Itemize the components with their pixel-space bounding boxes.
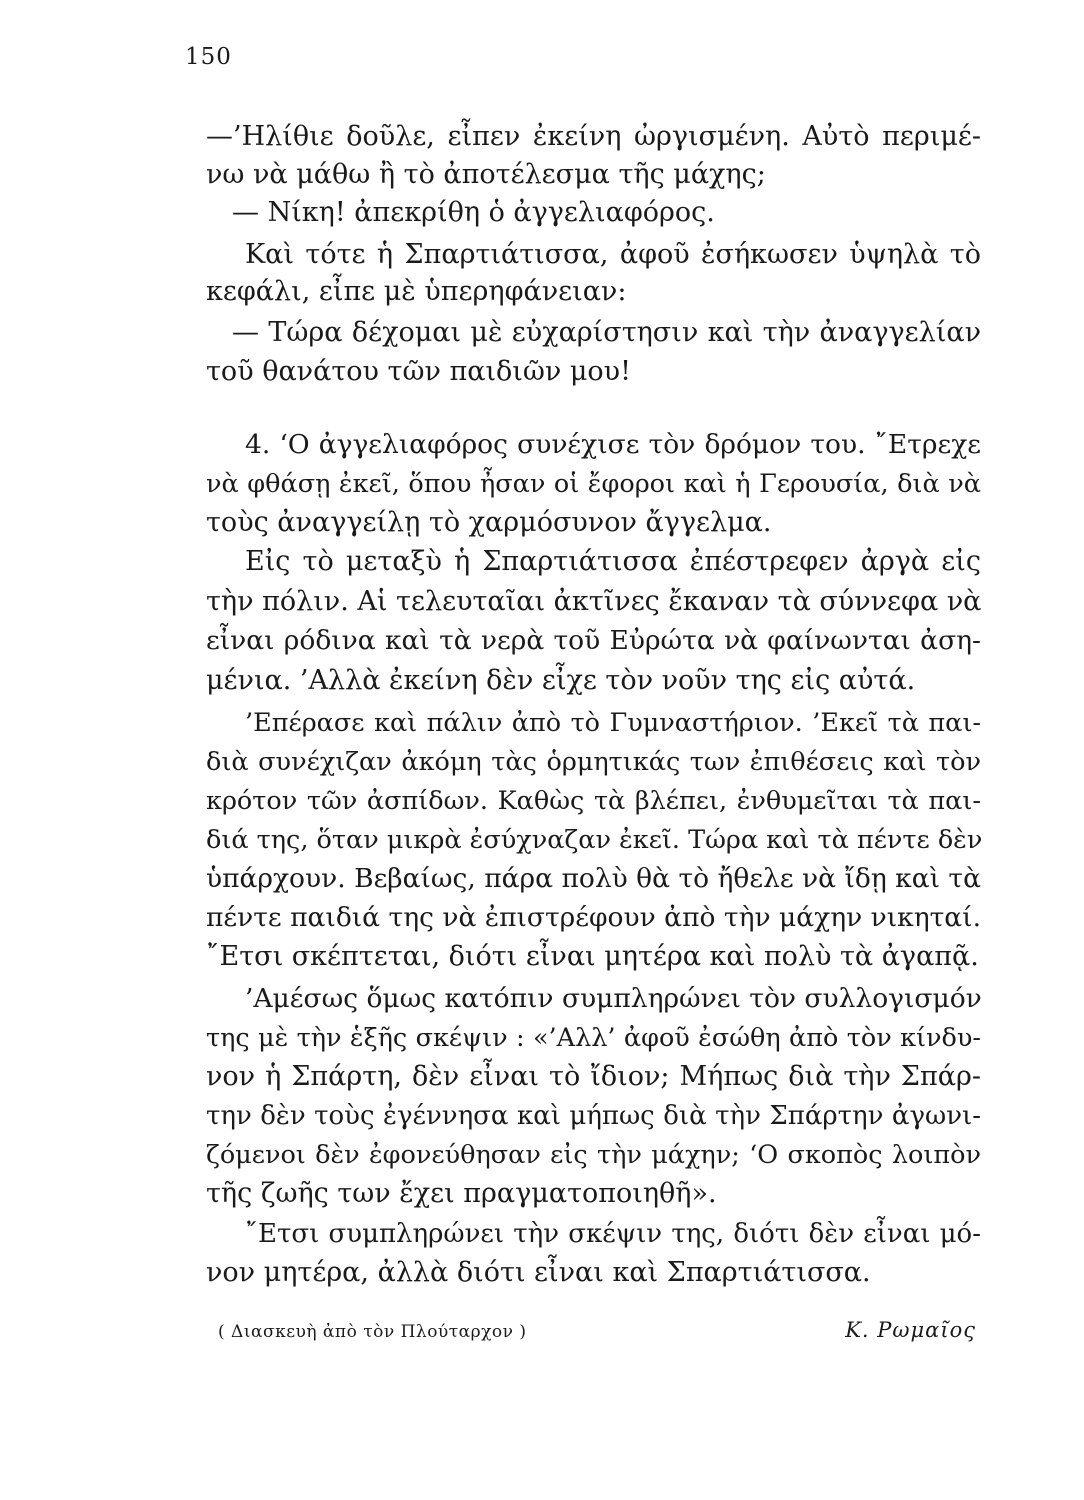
text-line: διά της, ὅταν μικρὰ ἐσύχναζαν ἐκεῖ. Τώρα καὶ τὰ πέντε δὲν — [206, 825, 983, 855]
text-line: νον μητέρα, ἀλλὰ διότι εἶναι καὶ Σπαρτιάτισσα. — [206, 1257, 871, 1288]
text-line: εἶναι ρόδινα καὶ τὰ νερὰ τοῦ Εὐρώτα νὰ φαίνωνται ἀση- — [206, 625, 981, 656]
text-line: διὰ συνέχιζαν ἀκόμη τὰς ὁρμητικάς των ἐπιθέσεις καὶ τὸν — [206, 747, 981, 777]
text-line: νω νὰ μάθω ἢ τὸ ἀποτέλεσμα τῆς μάχης; — [206, 159, 766, 190]
text-line: —’Ηλίθιε δοῦλε, εἶπεν ἐκείνη ὠργισμένη. Αὐτὸ περιμέ- — [206, 121, 981, 152]
text-line: Καὶ τότε ἡ Σπαρτιάτισσα, ἀφοῦ ἐσήκωσεν ὑψηλὰ τὸ — [245, 239, 981, 270]
source-note: ( Διασκευὴ ἀπὸ τὸν Πλούταρχον ) — [218, 1322, 527, 1342]
text-line: τοὺς ἀναγγείλῃ τὸ χαρμόσυνον ἄγγελμα. — [206, 507, 772, 538]
text-line: — Τώρα δέχομαι μὲ εὐχαρίστησιν καὶ τὴν ἀναγγελίαν — [232, 317, 981, 348]
text-line: ’Αμέσως ὅμως κατόπιν συμπληρώνει τὸν συλλογισμόν — [245, 983, 982, 1014]
text-line: ῎Ετσι συμπληρώνει τὴν σκέψιν της, διότι δὲν εἶναι μό- — [245, 1219, 981, 1249]
text-line: — Νίκη! ἀπεκρίθη ὁ ἀγγελιαφόρος. — [232, 197, 715, 228]
text-line: τὴν πόλιν. Αἱ τελευταῖαι ἀκτῖνες ἔκαναν τὰ σύννεφα νὰ — [206, 586, 982, 617]
text-line: πέντε παιδιά της νὰ ἐπιστρέφουν ἀπὸ τὴν μάχην νικηταί. — [206, 902, 981, 933]
text-line: ζόμενοι δὲν ἐφονεύθησαν εἰς τὴν μάχην; ‘Ο σκοπὸς λοιπὸν — [206, 1140, 981, 1170]
text-line: νον ἡ Σπάρτη, δὲν εἶναι τὸ ἴδιον; Μήπως διὰ τὴν Σπάρ- — [206, 1061, 981, 1092]
text-line: 4. ‘Ο ἀγγελιαφόρος συνέχισε τὸν δρόμον του. ῎Ετρεχε — [245, 429, 981, 460]
author-signature: Κ. Ρωμαῖος — [845, 1318, 976, 1342]
text-line: ὑπάρχουν. Βεβαίως, πάρα πολὺ θὰ τὸ ἤθελε νὰ ἴδῃ καὶ τὰ — [206, 863, 981, 894]
text-line: την δὲν τοὺς ἐγέννησα καὶ μήπως διὰ τὴν Σπάρτην ἀγωνι- — [206, 1101, 981, 1131]
text-line: μένια. ’Αλλὰ ἐκείνη δὲν εἶχε τὸν νοῦν της εἰς αὐτά. — [206, 665, 916, 696]
text-line: ’Επέρασε καὶ πάλιν ἀπὸ τὸ Γυμναστήριον. ’Εκεῖ τὰ παι- — [245, 708, 981, 738]
text-line: κεφάλι, εἶπε μὲ ὑπερηφάνειαν: — [206, 276, 627, 307]
text-line: ῎Ετσι σκέπτεται, διότι εἶναι μητέρα καὶ πολὺ τὰ ἀγαπᾷ. — [206, 941, 979, 972]
text-line: της μὲ τὴν ἑξῆς σκέψιν : «’Αλλ’ ἀφοῦ ἐσώθη ἀπὸ τὸν κίνδυ- — [206, 1023, 981, 1053]
text-line: τοῦ θανάτου τῶν παιδιῶν μου! — [206, 356, 631, 387]
text-line: Εἰς τὸ μεταξὺ ἡ Σπαρτιάτισσα ἐπέστρεφεν ἀργὰ εἰς — [245, 546, 981, 577]
text-line: νὰ φθάσῃ ἐκεῖ, ὅπου ἦσαν οἱ ἔφοροι καὶ ἡ Γερουσία, διὰ νὰ — [206, 469, 981, 499]
page-number: 150 — [185, 44, 232, 70]
text-line: κρότον τῶν ἀσπίδων. Καθὼς τὰ βλέπει, ἐνθυμεῖται τὰ παι- — [206, 786, 981, 816]
text-line: τῆς ζωῆς των ἔχει πραγματοποιηθῆ». — [206, 1178, 717, 1209]
